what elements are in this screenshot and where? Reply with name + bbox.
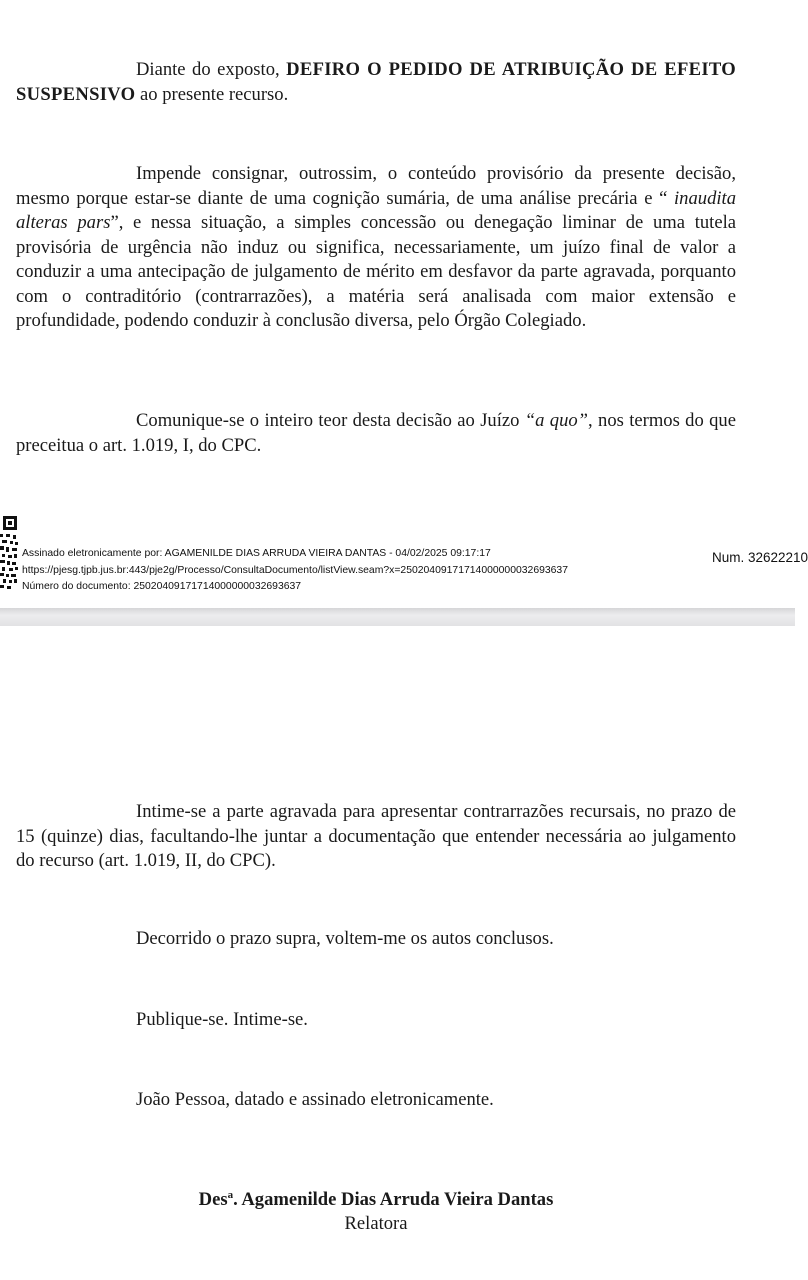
document-page-top bbox=[0, 0, 808, 608]
judge-signature bbox=[0, 1188, 752, 1236]
paragraph-text: , nos termos do que preceitua o art. 1.019, I, do CPC. bbox=[16, 410, 736, 456]
communication-paragraph bbox=[16, 409, 736, 458]
page-separator bbox=[0, 608, 795, 626]
judge-name bbox=[0, 1188, 752, 1212]
decision-emphasis: DEFIRO O PEDIDO DE ATRIBUIÇÃO DE EFEITO SUSPENSIVO bbox=[16, 59, 736, 105]
qr-code-icon bbox=[0, 510, 20, 590]
intimation-paragraph: Intime-se a parte agravada para apresentar contrarrazões recursais, no prazo de 15 (quinze) dias, facultando-lhe juntar a documentação que entender necessária ao julgamento do recurso (art. 1.019, II, do CPC). bbox=[16, 801, 736, 871]
judge-full-name: . Agamenilde Dias Arruda Vieira Dantas bbox=[233, 1189, 554, 1210]
paragraph-text: Diante do exposto, bbox=[136, 59, 287, 80]
latin-expression: “a quo” bbox=[524, 410, 589, 431]
deadline-paragraph: Decorrido o prazo supra, voltem-me os autos conclusos. bbox=[136, 928, 554, 949]
latin-expression: inaudita alteras pars bbox=[16, 187, 736, 233]
paragraph-text: Impende consignar, outrossim, o conteúdo provisório da presente decisão, mesmo porque estar-se diante de uma cognição sumária, de uma análise precária e “ bbox=[16, 163, 736, 209]
decision-paragraph bbox=[16, 58, 736, 107]
document-page-bottom bbox=[0, 626, 795, 1280]
publication-paragraph: Publique-se. Intime-se. bbox=[136, 1009, 308, 1030]
document-url-link[interactable]: https://pjesg.tjpb.jus.br:443/pje2g/Processo/ConsultaDocumento/listView.seam?x=25020409171714000000032693637 bbox=[22, 565, 568, 576]
title-prefix: Des bbox=[198, 1189, 228, 1210]
document-number: Número do documento: 25020409171714000000032693637 bbox=[22, 581, 302, 592]
provisional-paragraph bbox=[16, 162, 736, 334]
electronic-signature-line: Assinado eletronicamente por: AGAMENILDE DIAS ARRUDA VIEIRA DANTAS - 04/02/2025 09:17:17 bbox=[22, 548, 491, 559]
document-num-id: Num. 32622210 bbox=[712, 550, 808, 565]
judge-role: Relatora bbox=[344, 1213, 408, 1234]
paragraph-text: ao presente recurso. bbox=[135, 83, 289, 105]
paragraph-text: Comunique-se o inteiro teor desta decisão ao Juízo bbox=[136, 410, 525, 431]
location-date-paragraph: João Pessoa, datado e assinado eletronicamente. bbox=[136, 1089, 494, 1110]
paragraph-text: ”, e nessa situação, a simples concessão ou denegação liminar de uma tutela provisória de urgência não induz ou significa, necessariamente, um juízo final de valor a conduzir a uma antecipação de julgamento de mérito em desfavor da parte agravada, porquanto com o contraditório (contrarrazões), a matéria será analisada com maior extensão e profundidade, podendo conduzir à conclusão diversa, pelo Órgão Colegiado. bbox=[16, 212, 736, 331]
title-superscript: a bbox=[227, 1188, 234, 1201]
